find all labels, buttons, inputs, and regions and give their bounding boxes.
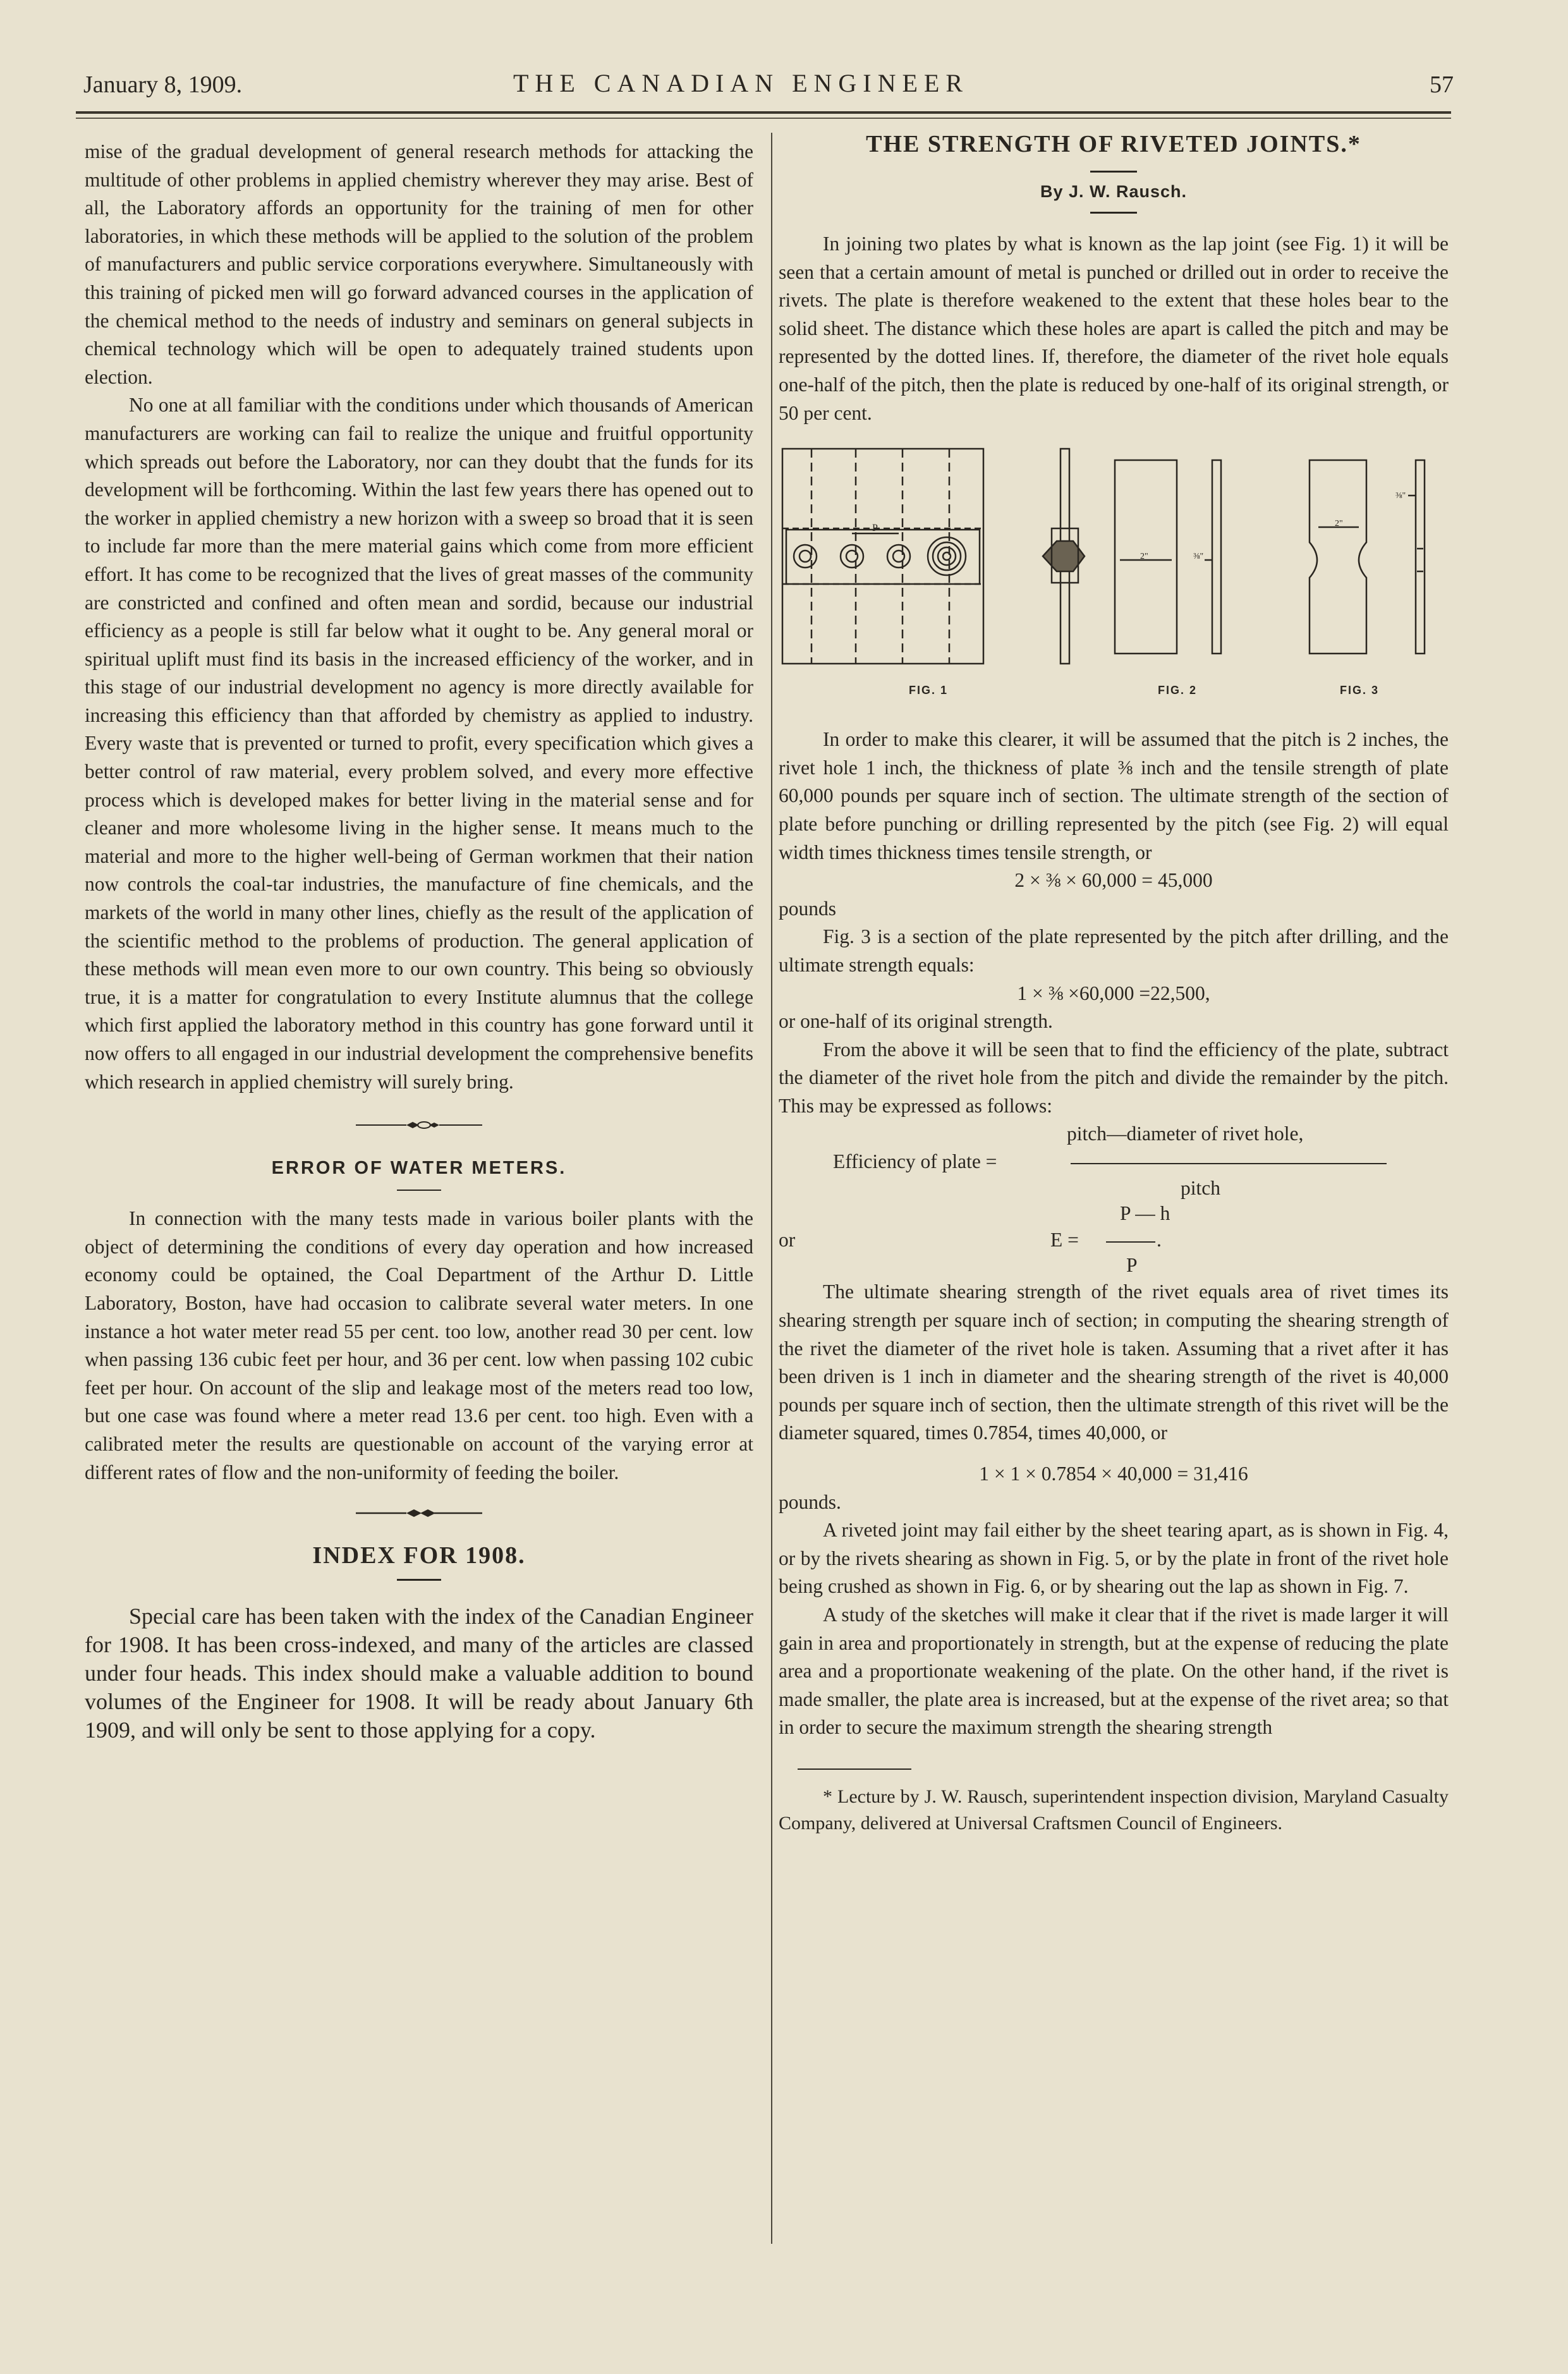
formula-numerator: pitch—diameter of rivet hole, [1067,1123,1304,1145]
fig1-caption: FIG. 1 [909,684,949,697]
formula2-lhs: E = [1050,1229,1079,1251]
pitch-assumption-paragraph: In order to make this clearer, it will be assumed that the pitch is 2 inches, the rivet hole 1 inch, the thickness of plate ⅜ inch and the tensile strength of plate 60,000 pounds per square inch of section. The ultimate strength of the section of plate before punching or drilling represented by the pitch (see Fig. 2) will equal width times thickness times tensile strength, or [779,728,1449,863]
equation-net-strength: 1 × ⅜ ×60,000 =22,500, [1017,982,1210,1004]
page-header [83,66,1454,104]
failure-modes-paragraph: A riveted joint may fail either by the sheet tearing apart, as is shown in Fig. 4, or by the rivets shearing as shown in Fig. 5, or by the plate in front of the rivet hole being crushed as shown in Fig. 6, or by shearing out the lap as shown in Fig. 7. [779,1519,1449,1598]
footnote-rule [798,1768,911,1770]
efficiency-paragraph: From the above it will be seen that to find the efficiency of the plate, subtract the diameter of the rivet hole from the pitch and divide the remainder by the pitch. This may be expressed as follows: [779,1038,1449,1117]
formula2-fraction-bar [1106,1241,1155,1243]
shearing-paragraph: The ultimate shearing strength of the rivet equals area of rivet times its shearing strength per square inch of section; in computing the shearing strength of the rivet the diameter of the rivet hole is taken. Assuming that a rivet after it has been driven is 1 inch in diameter and the shearing strength of the rivet is 40,000 pounds per square inch of section, then the ultimate strength of this rivet will be the diameter squared, times 0.7854, times 40,000, or [779,1281,1449,1444]
formula2-numerator: P — h [1120,1202,1170,1225]
title-rule [1090,171,1137,173]
footnote: * Lecture by J. W. Rausch, superintendent inspection division, Maryland Casualty Company, delivered at Universal Craftsmen Council of Engineers. [779,1786,1449,1834]
right-column [779,129,1449,1837]
index-body: Special care has been taken with the index of the Canadian Engineer for 1908. It has been cross-indexed, and many of the articles are classed under four heads. This index should make a valuable addition to bound volumes of the Engineer for 1908. It will be ready about January 6th 1909, and will only be sent to those applying for a copy. [85,1604,753,1743]
formula-lhs: Efficiency of plate = [833,1150,997,1173]
section-ornament [85,1096,753,1154]
water-meters-heading: ERROR OF WATER METERS. [271,1158,567,1179]
fig3-caption: FIG. 3 [1340,684,1380,697]
equation-2-tail: or one-half of its original strength. [779,1010,1053,1033]
issue-date: January 8, 1909. [83,71,243,98]
article-title: THE STRENGTH OF RIVETED JOINTS.* [866,131,1361,157]
fig2-width-label: 2" [1140,552,1148,562]
formula2-denominator: P [1126,1254,1138,1277]
rivet-size-paragraph: A study of the sketches will make it clear that if the rivet is made larger it will gain in area and proportionately in strength, but at the expense of reducing the plate area and a proportionate weakening of the plate. On the other hand, if the rivet is made smaller, the plate area is increased, but at the expense of the rivet area; so that in order to secure the maximum strength the shearing strength [779,1604,1449,1739]
header-rule-thin [76,118,1451,119]
index-heading: INDEX FOR 1908. [312,1542,526,1569]
formula2-period: . [1157,1229,1162,1251]
fig1-plate-outline [782,449,983,664]
fig3-thickness-label: ⅜" [1395,491,1406,501]
page-number: 57 [1430,71,1454,98]
research-paragraph-2: No one at all familiar with the conditions under which thousands of American manufacturers are working can fail to realize the unique and fruitful opportunity which spreads out before the Laboratory, nor can they doubt that the funds for its development will be forthcoming. Within the last few years there has opened out to the worker in applied chemistry a new horizon with a sweep so broad that it is seen to include far more than the mere material gains which come from more efficient effort. It has come to be recognized that the lives of great masses of the community are constricted and confined and often mean and sordid, because our industrial efficiency as a people is still far below what it ought to be. Any general moral or spiritual uplift must find its basis in the increased efficiency of the worker, and in this stage of our industrial development no agency is more directly available for increasing this efficiency than that afforded by chemistry as applied to industry. Every waste that is prevented or turned to profit, every specification which gives a better control of raw material, every problem solved, and every more effective process which is developed makes for better living in the material sense and for cleaner and more wholesome living in the higher sense. It means much to the material and more to the higher well-being of German workmen that their nation now controls the coal-tar industries, the manufacture of fine chemicals, and the markets of the world in many other lines, chiefly as the result of the application of the scientific method to the problems of production. The general application of these methods will mean even more to our own country. This being so obviously true, it is a matter for congratulation to every Institute alumnus that the college which first applied the laboratory method in this country has gone forward until it now offers to all engaged in our industrial development the comprehensive benefits which research in applied chemistry will surely bring. [85,394,753,1093]
formula-or: or [779,1229,796,1251]
heading-rule [397,1190,441,1191]
figures-block [779,435,1449,726]
journal-title: THE CANADIAN ENGINEER [513,69,969,97]
byline-rule [1090,212,1137,214]
formula-denominator: pitch [1181,1177,1220,1200]
section-ornament-2 [85,1487,753,1540]
byline: By J. W. Rausch. [1040,182,1188,201]
equation-gross-strength: 2 × ⅜ × 60,000 = 45,000 [1014,869,1213,892]
efficiency-formula [779,1120,1449,1278]
water-meters-body: In connection with the many tests made in various boiler plants with the object of determining the conditions of every day operation and how increased economy could be optained, the Coal Department of the Arthur D. Little Laboratory, Boston, have had occasion to calibrate several water meters. In one instance a hot water meter read 55 per cent. too low, another read 30 per cent. low when passing 136 cubic feet per hour, and 36 per cent. low when passing 102 cubic feet per hour. On account of the slip and leakage most of the meters read too low, but one case was found where a meter read 13.6 per cent. too high. Even with a calibrated meter the results are questionable on account of the varying error at different rates of flow and the non-uniformity of feeding the boiler. [85,1207,753,1483]
header-rule [76,111,1451,114]
fig2-thickness-label: ⅜" [1193,552,1204,562]
fig3-width-label: 2" [1335,519,1343,529]
riveted-joint-figures [779,435,1449,726]
equation-1-unit: pounds [779,897,837,920]
formula-fraction-bar [1071,1163,1387,1164]
fig1-pitch-label: P [872,523,878,534]
research-paragraph-1: mise of the gradual development of general research methods for attacking the multitude of other problems in applied chemistry wherever they may arise. Best of all, the Laboratory affords an opportunity for the training of men for other laboratories, in which these methods will be applied to the solution of the problem of manufacturers and public service corporations everywhere. Simultaneously with this training of picked men will go forward advanced courses in the application of the chemical method to the needs of industry and seminars on general subjects in chemical technology which will be open to adequately trained students upon election. [85,140,753,388]
column-divider [771,133,772,2244]
index-heading-rule [397,1579,441,1581]
left-column [85,138,753,1744]
fig2-caption: FIG. 2 [1158,684,1198,697]
equation-rivet-strength: 1 × 1 × 0.7854 × 40,000 = 31,416 [979,1463,1248,1485]
lap-joint-paragraph: In joining two plates by what is known as the lap joint (see Fig. 1) it will be seen that a certain amount of metal is punched or drilled out in order to receive the rivets. The plate is therefore weakened to the extent that these holes bear to the solid sheet. The distance which these holes are apart is called the pitch and may be represented by the dotted lines. If, therefore, the diameter of the rivet hole equals one-half of the pitch, then the plate is reduced by one-half of its original strength, or 50 per cent. [779,233,1449,424]
fig3-paragraph: Fig. 3 is a section of the plate represented by the pitch after drilling, and the ultimate strength equals: [779,925,1449,976]
equation-3-unit: pounds. [779,1490,841,1513]
